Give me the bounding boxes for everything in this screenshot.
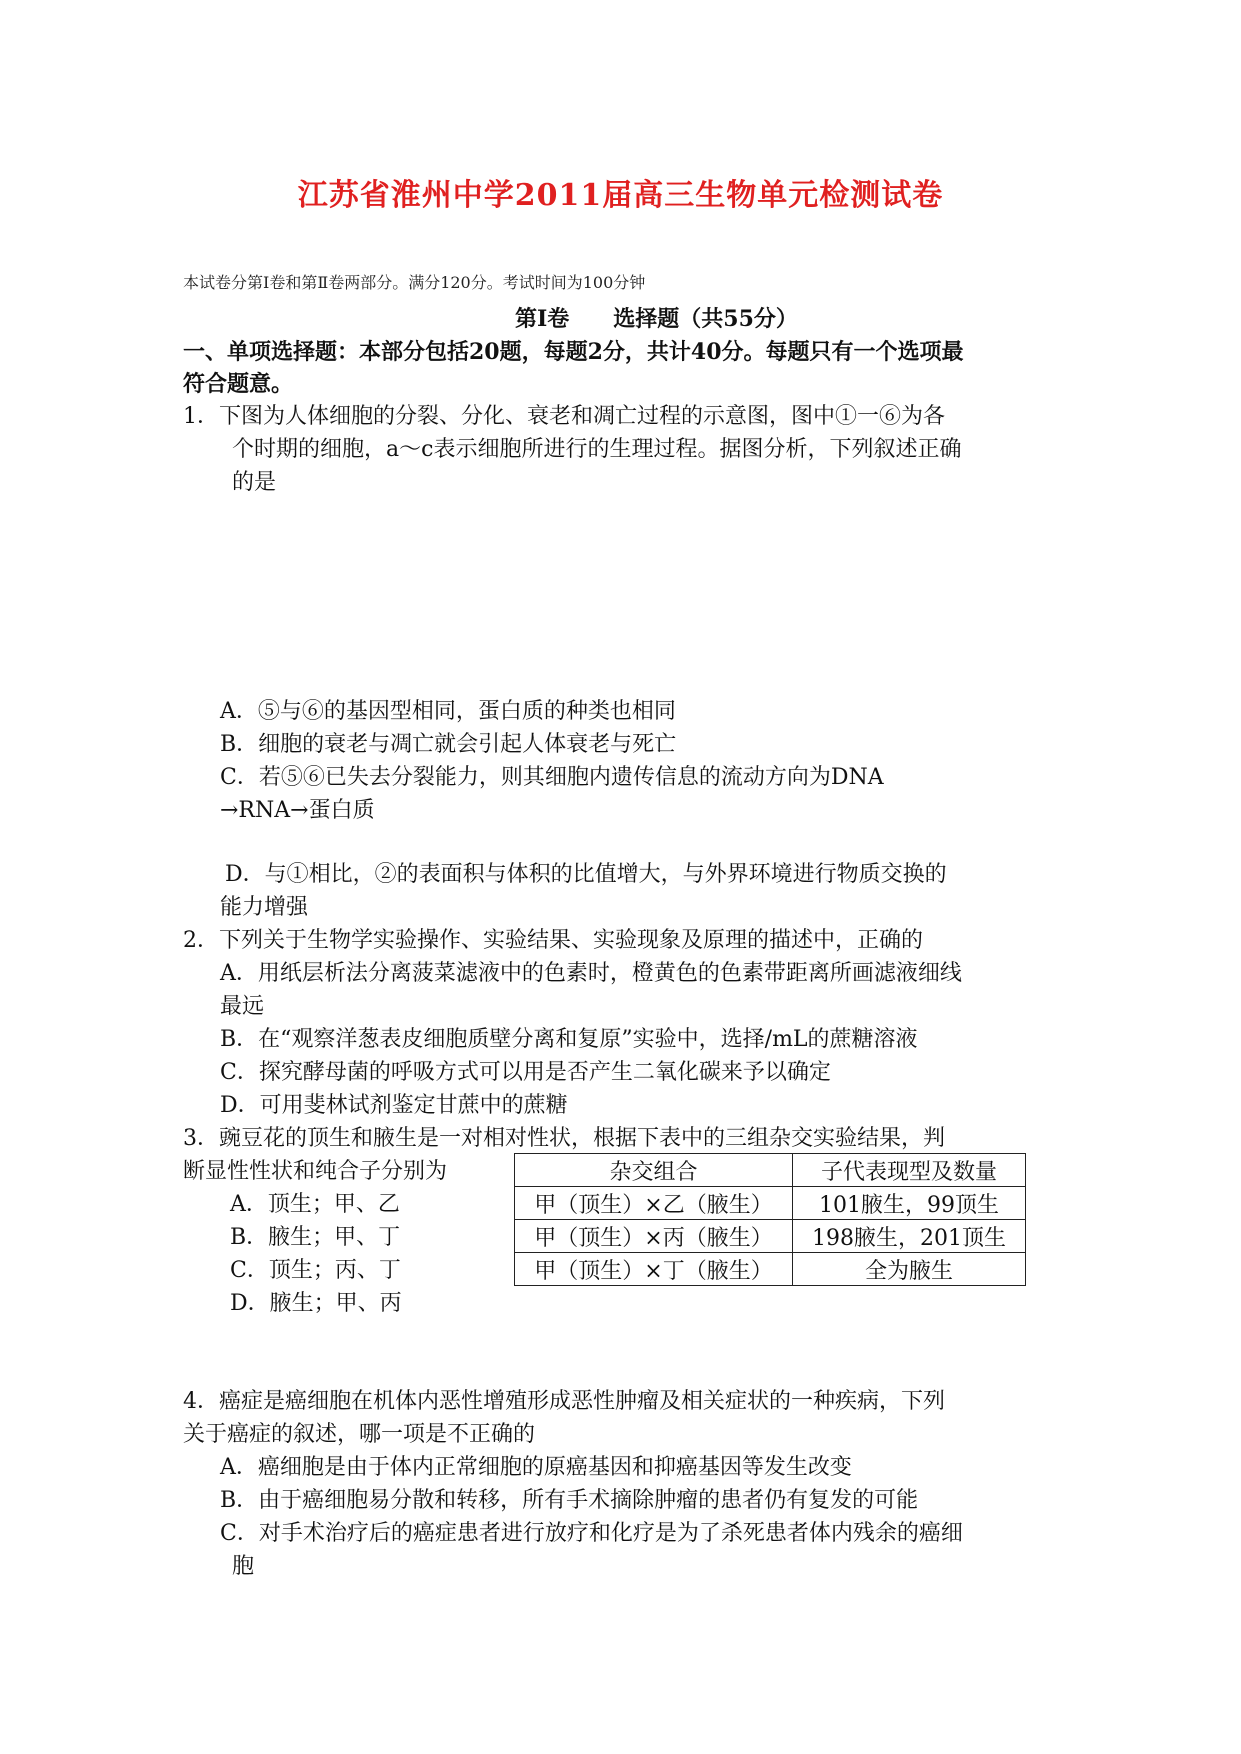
- question-2-option-a-line2: 最远: [220, 994, 265, 1019]
- table-cell: 甲（顶生）×丙（腋生）: [515, 1220, 793, 1253]
- section1-instructions-line2: 符合题意。: [183, 371, 294, 397]
- table-header-cell: 子代表现型及数量: [793, 1154, 1026, 1187]
- part1-heading: 第Ⅰ卷 选择题（共55分）: [515, 306, 798, 332]
- question-2-option-d: D．可用斐林试剂鉴定甘蔗中的蔗糖: [220, 1093, 568, 1118]
- cross-results-table: [514, 1153, 1026, 1286]
- question-1-option-a: A．⑤与⑥的基因型相同，蛋白质的种类也相同: [220, 699, 676, 724]
- question-1-stem-line1: 1．下图为人体细胞的分裂、分化、衰老和凋亡过程的示意图，图中①一⑥为各: [183, 404, 945, 429]
- question-2-option-b: B．在“观察洋葱表皮细胞质壁分离和复原”实验中，选择/mL的蔗糖溶液: [220, 1027, 918, 1052]
- question-1-option-d-line2: 能力增强: [220, 895, 309, 920]
- question-1-stem-line2: 个时期的细胞，a～c表示细胞所进行的生理过程。据图分析，下列叙述正确: [232, 437, 962, 462]
- question-3-stem-line1: 3．豌豆花的顶生和腋生是一对相对性状，根据下表中的三组杂交实验结果，判: [183, 1126, 945, 1151]
- question-2-option-a-line1: A．用纸层析法分离菠菜滤液中的色素时，橙黄色的色素带距离所画滤液细线: [220, 961, 962, 986]
- question-1-option-d-line1: D．与①相比，②的表面积与体积的比值增大，与外界环境进行物质交换的: [225, 862, 947, 887]
- section1-instructions-line1: 一、单项选择题：本部分包括20题，每题2分，共计40分。每题只有一个选项最: [183, 339, 964, 365]
- question-4-stem-line1: 4．癌症是癌细胞在机体内恶性增殖形成恶性肿瘤及相关症状的一种疾病，下列: [183, 1389, 945, 1414]
- table-cell: 全为腋生: [793, 1253, 1026, 1286]
- question-1-option-b: B．细胞的衰老与凋亡就会引起人体衰老与死亡: [220, 732, 677, 757]
- table-row: [515, 1220, 1026, 1253]
- table-cell: 198腋生，201顶生: [793, 1220, 1026, 1253]
- table-row: [515, 1187, 1026, 1220]
- question-3-option-c: C．顶生；丙、丁: [230, 1258, 401, 1283]
- question-1-option-c-line1: C．若⑤⑥已失去分裂能力，则其细胞内遗传信息的流动方向为DNA: [220, 765, 884, 790]
- table-cell: 101腋生，99顶生: [793, 1187, 1026, 1220]
- question-3-option-a: A．顶生；甲、乙: [230, 1192, 400, 1217]
- question-4-option-a: A．癌细胞是由于体内正常细胞的原癌基因和抑癌基因等发生改变: [220, 1455, 852, 1480]
- question-2-option-c: C．探究酵母菌的呼吸方式可以用是否产生二氧化碳来予以确定: [220, 1060, 831, 1085]
- page-title: 江苏省淮州中学2011届高三生物单元检测试卷: [297, 178, 944, 213]
- table-row: [515, 1253, 1026, 1286]
- exam-note: 本试卷分第Ⅰ卷和第Ⅱ卷两部分。满分120分。考试时间为100分钟: [183, 273, 646, 292]
- table-cell: 甲（顶生）×乙（腋生）: [515, 1187, 793, 1220]
- table-header-cell: 杂交组合: [515, 1154, 793, 1187]
- question-2-stem: 2．下列关于生物学实验操作、实验结果、实验现象及原理的描述中，正确的: [183, 928, 923, 953]
- question-4-option-b: B．由于癌细胞易分散和转移，所有手术摘除肿瘤的患者仍有复发的可能: [220, 1488, 919, 1513]
- table-header-row: [515, 1154, 1026, 1187]
- table-cell: 甲（顶生）×丁（腋生）: [515, 1253, 793, 1286]
- question-3-stem-line2: 断显性性状和纯合子分别为: [183, 1159, 448, 1184]
- question-3-option-d: D．腋生；甲、丙: [230, 1291, 402, 1316]
- question-1-option-c-line2: →RNA→蛋白质: [220, 798, 375, 823]
- question-1-stem-line3: 的是: [232, 470, 277, 495]
- question-4-option-c-line1: C．对手术治疗后的癌症患者进行放疗和化疗是为了杀死患者体内残余的癌细: [220, 1521, 963, 1546]
- question-4-option-c-line2: 胞: [232, 1554, 255, 1579]
- question-3-option-b: B．腋生；甲、丁: [230, 1225, 401, 1250]
- question-4-stem-line2: 关于癌症的叙述，哪一项是不正确的: [183, 1422, 536, 1447]
